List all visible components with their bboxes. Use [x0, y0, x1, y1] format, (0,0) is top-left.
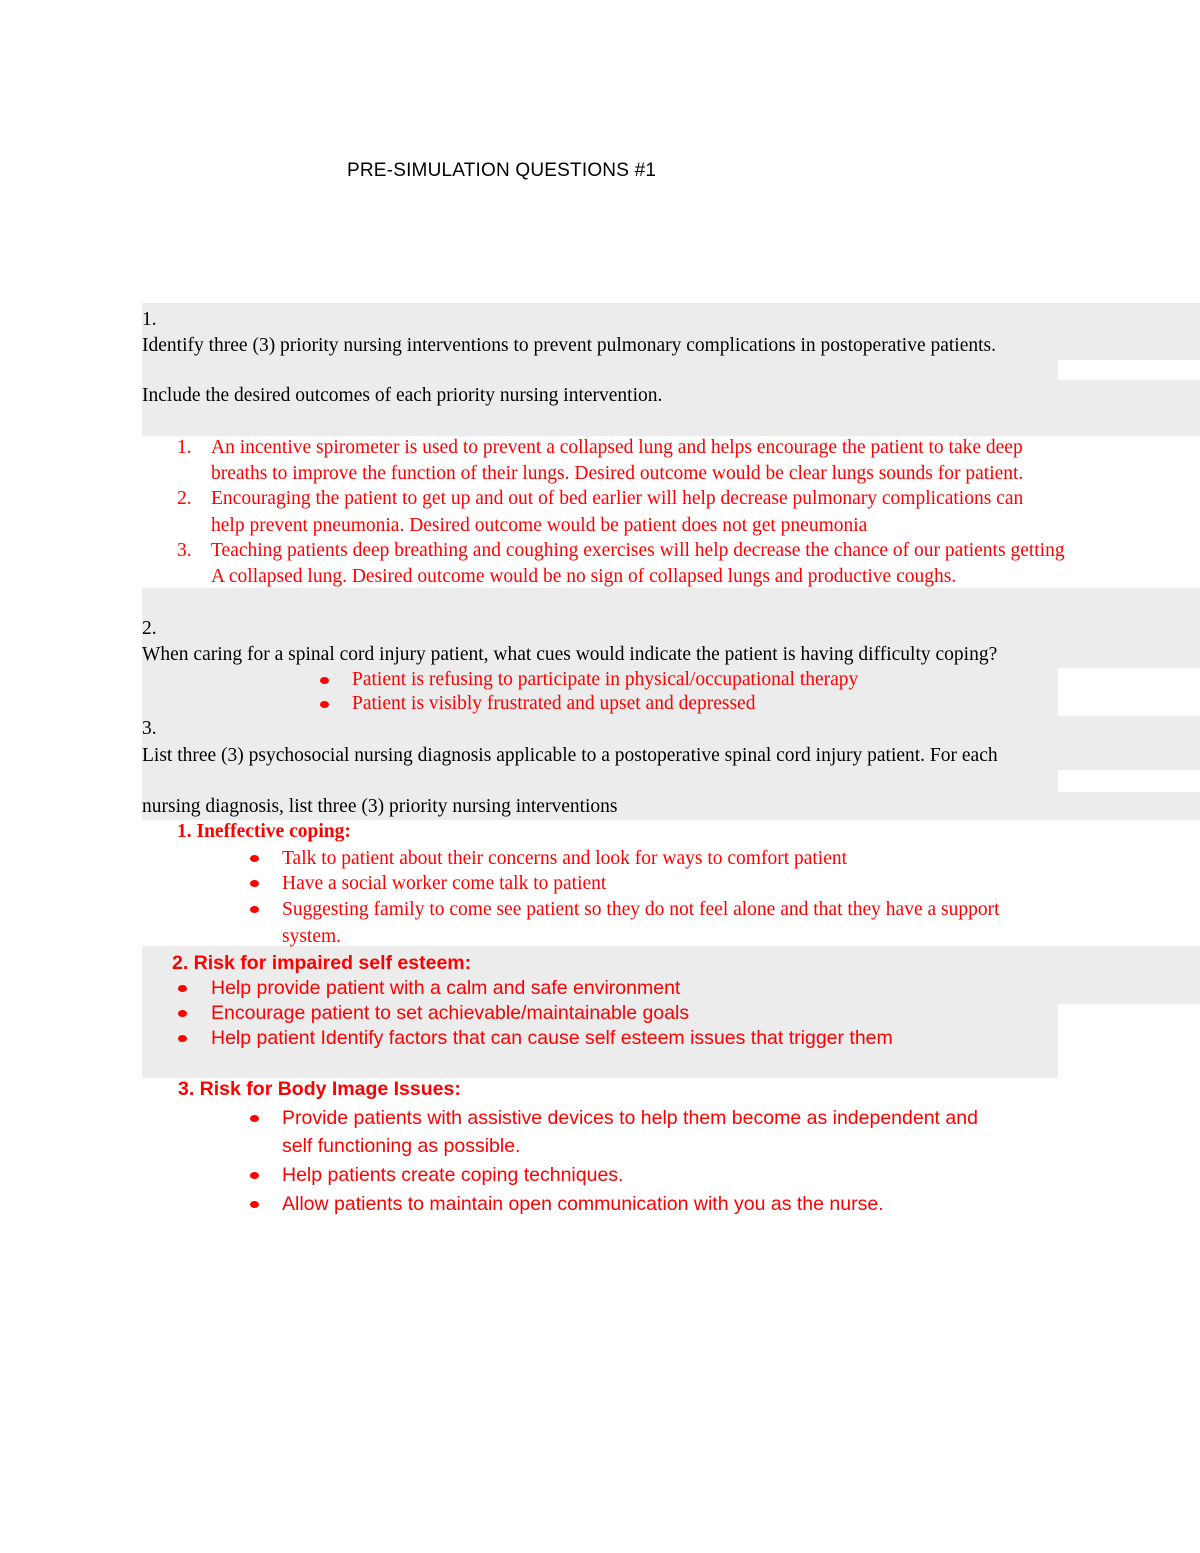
question-2-text: When caring for a spinal cord injury patient, what cues would indicate the patient is having difficulty coping?: [142, 644, 998, 665]
shade-band: [142, 408, 1200, 436]
question-1-text: Identify three (3) priority nursing interventions to prevent pulmonary complications in postoperative patients.: [142, 335, 997, 356]
page-title: PRE-SIMULATION QUESTIONS #1: [347, 160, 657, 181]
diagnosis-1-heading: 1. Ineffective coping:: [177, 821, 351, 842]
question-3-number: 3.: [142, 718, 157, 739]
diagnosis-2-item: Encourage patient to set achievable/maintainable goals: [211, 1002, 690, 1024]
question-2-number: 2.: [142, 618, 157, 639]
bullet-icon: [250, 880, 259, 887]
answer-2-1: Patient is refusing to participate in physical/occupational therapy: [352, 669, 859, 690]
bullet-icon: [178, 985, 187, 992]
diagnosis-2-heading: 2. Risk for impaired self esteem:: [172, 952, 472, 974]
diagnosis-3-item: Allow patients to maintain open communication with you as the nurse.: [282, 1193, 884, 1215]
diagnosis-1-item: Have a social worker come talk to patient: [282, 873, 607, 894]
answer-1-1-line1: An incentive spirometer is used to prevent a collapsed lung and helps encourage the patient to take deep: [211, 437, 1023, 458]
answer-1-2-line1: Encouraging the patient to get up and out of bed earlier will help decrease pulmonary complications can: [211, 488, 1024, 509]
diagnosis-3-item-continued: self functioning as possible.: [282, 1135, 521, 1157]
diagnosis-2-item: Help patient Identify factors that can cause self esteem issues that trigger them: [211, 1027, 893, 1049]
question-1-number: 1.: [142, 309, 157, 330]
answer-1-1-line2: breaths to improve the function of their lungs. Desired outcome would be clear lungs sounds for patient.: [211, 463, 1024, 484]
bullet-icon: [250, 1172, 259, 1179]
diagnosis-1-item: Suggesting family to come see patient so they do not feel alone and that they have a support: [282, 899, 1000, 920]
answer-1-2-line2: help prevent pneumonia. Desired outcome would be patient does not get pneumonia: [211, 515, 868, 536]
diagnosis-3-heading: 3. Risk for Body Image Issues:: [178, 1078, 461, 1100]
diagnosis-1-item-continued: system.: [282, 926, 342, 947]
question-1-instruction: Include the desired outcomes of each priority nursing intervention.: [142, 385, 663, 406]
bullet-icon: [250, 855, 259, 862]
answer-1-1-number: 1.: [177, 437, 192, 458]
bullet-icon: [320, 677, 329, 684]
bullet-icon: [250, 1201, 259, 1208]
diagnosis-3-item: Help patients create coping techniques.: [282, 1164, 624, 1186]
diagnosis-3-item: Provide patients with assistive devices to help them become as independent and: [282, 1107, 978, 1129]
answer-1-3-number: 3.: [177, 540, 192, 561]
bullet-icon: [320, 701, 329, 708]
answer-1-2-number: 2.: [177, 488, 192, 509]
diagnosis-2-item: Help provide patient with a calm and safe environment: [211, 977, 681, 999]
diagnosis-1-item: Talk to patient about their concerns and look for ways to comfort patient: [282, 848, 848, 869]
question-3-text-line1: List three (3) psychosocial nursing diagnosis applicable to a postoperative spinal cord injury patient. For each: [142, 745, 998, 766]
bullet-icon: [178, 1010, 187, 1017]
answer-2-2: Patient is visibly frustrated and upset and depressed: [352, 693, 756, 714]
bullet-icon: [178, 1035, 187, 1042]
answer-1-3-line2: A collapsed lung. Desired outcome would be no sign of collapsed lungs and productive coughs.: [211, 566, 957, 587]
shade-band: [142, 770, 1058, 792]
bullet-icon: [250, 1115, 259, 1122]
answer-1-3-line1: Teaching patients deep breathing and coughing exercises will help decrease the chance of our patients getting: [211, 540, 1065, 561]
shade-band: [142, 360, 1058, 380]
bullet-icon: [250, 906, 259, 913]
question-3-text-line2: nursing diagnosis, list three (3) priority nursing interventions: [142, 796, 618, 817]
